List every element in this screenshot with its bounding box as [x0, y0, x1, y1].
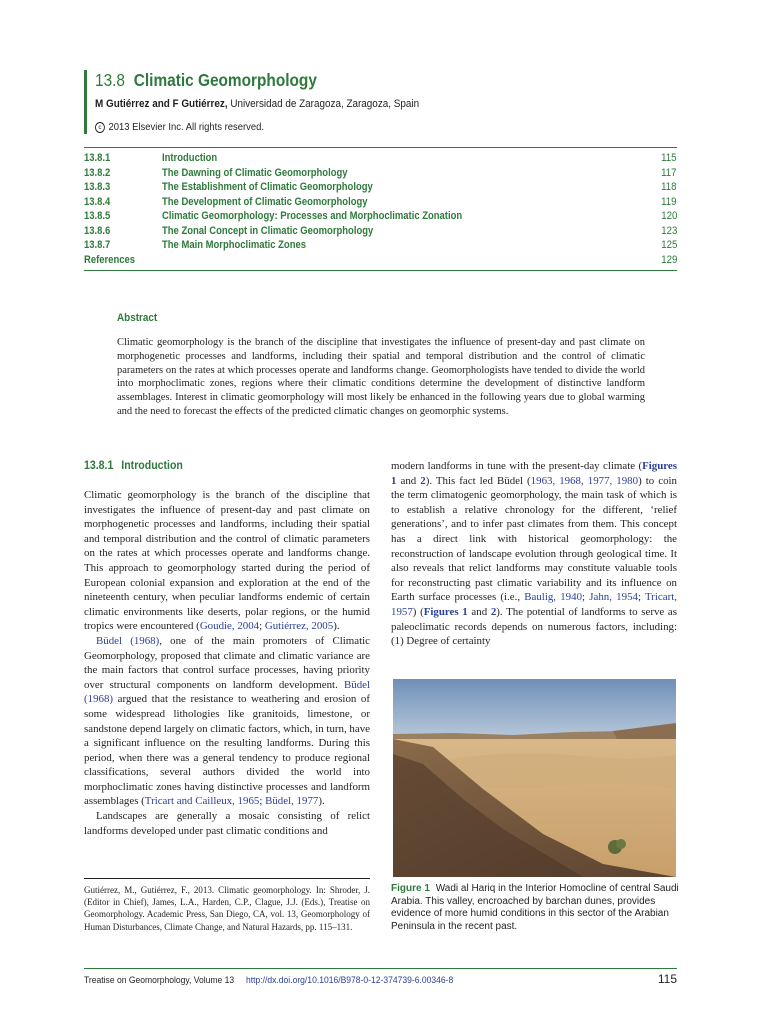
- toc-entry[interactable]: [84, 166, 677, 181]
- figure-caption-text: Wadi al Hariq in the Interior Homocline of central Saudi Arabia. This valley, encroached by barchan dunes, provides evidence of more humid conditions in this sector of the Arabian Peninsula in the recent past.: [391, 883, 679, 932]
- toc-page: 123: [660, 224, 677, 237]
- body-text: ;: [637, 591, 646, 604]
- reference-link[interactable]: 2: [420, 474, 426, 487]
- intro-heading: [84, 458, 183, 472]
- body-text: argued that the resistance to weathering and erosion of some widespread lithologies like granitoids, limestone, or sandstone depend largely on climatic factors, which, in turn, have a significant influence on the resulting landforms. During this period, when there was a general tendency to produce regional classifications, several authors divided the world into morphoclimatic zones having distinctive processes and landform assemblages (: [84, 693, 370, 808]
- copyright-icon: c: [95, 122, 105, 133]
- reference-link[interactable]: Jahn, 1954: [589, 591, 638, 604]
- toc-title: The Zonal Concept in Climatic Geomorphology: [162, 224, 374, 237]
- section-title: Climatic Geomorphology: [133, 70, 317, 90]
- header-accent-bar: [84, 70, 87, 134]
- body-text: and: [396, 474, 421, 487]
- copyright-line: [95, 121, 264, 133]
- body-text: Climatic geomorphology is the branch of the discipline that investigates the influence of present-day and past climate on morphogenetic processes and landforms, including their spatial and temporal distribution and the control of climatic parameters on the rates at which processes operate and landforms change. This approach to geomorphology started during the period of European colonial expansion and exploration at the end of the nineteenth century, when peculiar landforms endemic of certain climatic environments like deserts, polar regions, or the humid tropics were encountered (: [84, 489, 370, 633]
- reference-link[interactable]: Baulig, 1940: [524, 591, 583, 604]
- toc-page: 129: [660, 253, 677, 266]
- toc-title: Climatic Geomorphology: Processes and Morphoclimatic Zonation: [162, 210, 463, 222]
- toc-title: The Establishment of Climatic Geomorphology: [162, 181, 373, 193]
- toc-number: 13.8.1: [84, 152, 111, 164]
- reference-link[interactable]: Figures 1: [391, 460, 677, 487]
- figure-caption: [391, 883, 681, 933]
- toc-number: 13.8.2: [84, 166, 111, 179]
- footer-rule: [84, 968, 677, 969]
- reference-link[interactable]: Tricart and Cailleux, 1965: [144, 795, 260, 808]
- toc-title: The Dawning of Climatic Geomorphology: [162, 166, 348, 179]
- table-of-contents: [84, 151, 677, 267]
- toc-entry[interactable]: [84, 195, 677, 210]
- toc-top-rule: [84, 147, 677, 148]
- toc-number: 13.8.4: [84, 195, 111, 208]
- author-line: [95, 98, 419, 110]
- body-text: ;: [259, 620, 265, 633]
- toc-entry[interactable]: [84, 224, 677, 239]
- toc-bottom-rule: [84, 270, 677, 271]
- paragraph-continued: [391, 459, 677, 649]
- reference-link[interactable]: 1963, 1968, 1977, 1980: [530, 474, 639, 487]
- body-text: and: [467, 605, 491, 618]
- journal-name: Treatise on Geomorphology, Volume 13: [84, 975, 235, 986]
- body-text: ) (: [412, 605, 424, 618]
- toc-entry[interactable]: [84, 238, 677, 253]
- affiliation: Universidad de Zaragoza, Zaragoza, Spain: [230, 98, 420, 110]
- toc-number: 13.8.3: [84, 181, 111, 193]
- toc-page: 120: [660, 210, 677, 222]
- paragraph: [84, 488, 370, 634]
- toc-entry-references[interactable]: [84, 253, 677, 268]
- body-text: modern landforms in tune with the present-day climate (: [391, 460, 643, 472]
- paragraph: [84, 634, 370, 809]
- toc-page: 118: [661, 181, 677, 193]
- toc-page: 115: [661, 152, 677, 164]
- abstract-text: Climatic geomorphology is the branch of the discipline that investigates the influence of present-day and past climate on morphogenetic processes and landforms, including their spatial and temporal distribution and the control of climatic parameters on the rates at which processes operate and landforms change. Geomorphologists have tended to divide the world into morphoclimatic zones, regions where their climatic conditions determine the development of distinctive landform assemblages. Interest in climatic geomorphology will most likely be enhanced in the following years due to global warming and the need to forecast the effects of the predicted climatic changes on geomorphic systems.: [117, 337, 645, 417]
- abstract-heading: Abstract: [117, 312, 158, 324]
- paragraph: [84, 809, 370, 838]
- toc-entry[interactable]: [84, 180, 677, 195]
- doi-link[interactable]: http://dx.doi.org/10.1016/B978-0-12-374739-6.00346-8: [246, 975, 454, 986]
- body-text: ). The potential of landforms to serve as paleoclimatic records depends on numerous factors, including: (1) Degree of certainty: [391, 605, 677, 648]
- toc-entry[interactable]: [84, 209, 677, 224]
- citation-footnote: Gutiérrez, M., Gutiérrez, F., 2013. Climatic geomorphology. In: Shroder, J. (Editor in Chief), James, L.A., Harden, C.P., Clague, J.J. (Eds.), Treatise on Geomorphology. Academic Press, San Diego, CA, vol. 13, Geomorphology of Human Disturbances, Climate Change, and Natural Hazards, pp. 115–131.: [84, 885, 370, 932]
- body-text: ;: [582, 591, 590, 604]
- section-number: 13.8: [95, 70, 125, 90]
- page-number: 115: [657, 972, 677, 986]
- left-column: [84, 488, 370, 838]
- reference-link[interactable]: Tricart, 1957: [391, 591, 677, 618]
- authors: M Gutiérrez and F Gutiérrez,: [95, 98, 228, 110]
- toc-page: 117: [661, 166, 677, 179]
- section-heading: [95, 70, 317, 91]
- intro-number: 13.8.1: [84, 458, 114, 472]
- reference-link[interactable]: Büdel (1968): [96, 634, 160, 647]
- body-text: ;: [259, 795, 266, 808]
- right-column: [391, 459, 677, 649]
- copyright-text: 2013 Elsevier Inc. All rights reserved.: [108, 121, 264, 133]
- reference-link[interactable]: Goudie, 2004: [199, 620, 260, 633]
- toc-number: 13.8.5: [84, 210, 111, 222]
- toc-number: 13.8.7: [84, 239, 111, 251]
- body-text: ).: [333, 620, 340, 633]
- reference-link[interactable]: Gutiérrez, 2005: [264, 620, 334, 633]
- toc-entry[interactable]: [84, 151, 677, 166]
- reference-link[interactable]: Büdel, 1977: [265, 795, 319, 808]
- reference-link[interactable]: 2: [490, 605, 497, 618]
- reference-link[interactable]: Figures 1: [423, 605, 468, 618]
- citation-rule: [84, 878, 370, 879]
- toc-title: Introduction: [162, 152, 218, 164]
- reference-link[interactable]: Büdel (1968): [84, 678, 370, 706]
- body-text: , one of the main promoters of Climatic Geomorphology, proposed that climate and climatic variance are the main factors that control surface processes, having priority over structural components on landform development.: [84, 634, 370, 691]
- toc-page: 119: [661, 195, 677, 208]
- body-text: Landscapes are generally a mosaic consisting of relict landforms developed under past climatic conditions and: [84, 810, 370, 837]
- intro-title: Introduction: [121, 458, 183, 472]
- toc-number: References: [84, 253, 136, 266]
- figure-1-photo: [393, 679, 676, 877]
- toc-page: 125: [660, 239, 677, 251]
- toc-title: The Main Morphoclimatic Zones: [162, 239, 307, 251]
- body-text: ).: [318, 795, 325, 808]
- body-text: ) to coin the term climatogenic geomorphology, the main task of which is to establish a relative chronology for the different, ‘relief generations’, and to infer past climates from them. This concept has a direct link with historical geomorphology: the reconstruction of landscape evolution through geological time. It also reveals that relict landforms may constitute valuable tools for reconstructing past climatic variability and its influence on Earth surface processes (i.e.,: [391, 474, 677, 604]
- toc-title: The Development of Climatic Geomorphology: [162, 195, 368, 208]
- body-text: ). This fact led Büdel (: [425, 474, 531, 487]
- figure-label: Figure 1: [391, 883, 430, 894]
- toc-number: 13.8.6: [84, 224, 111, 237]
